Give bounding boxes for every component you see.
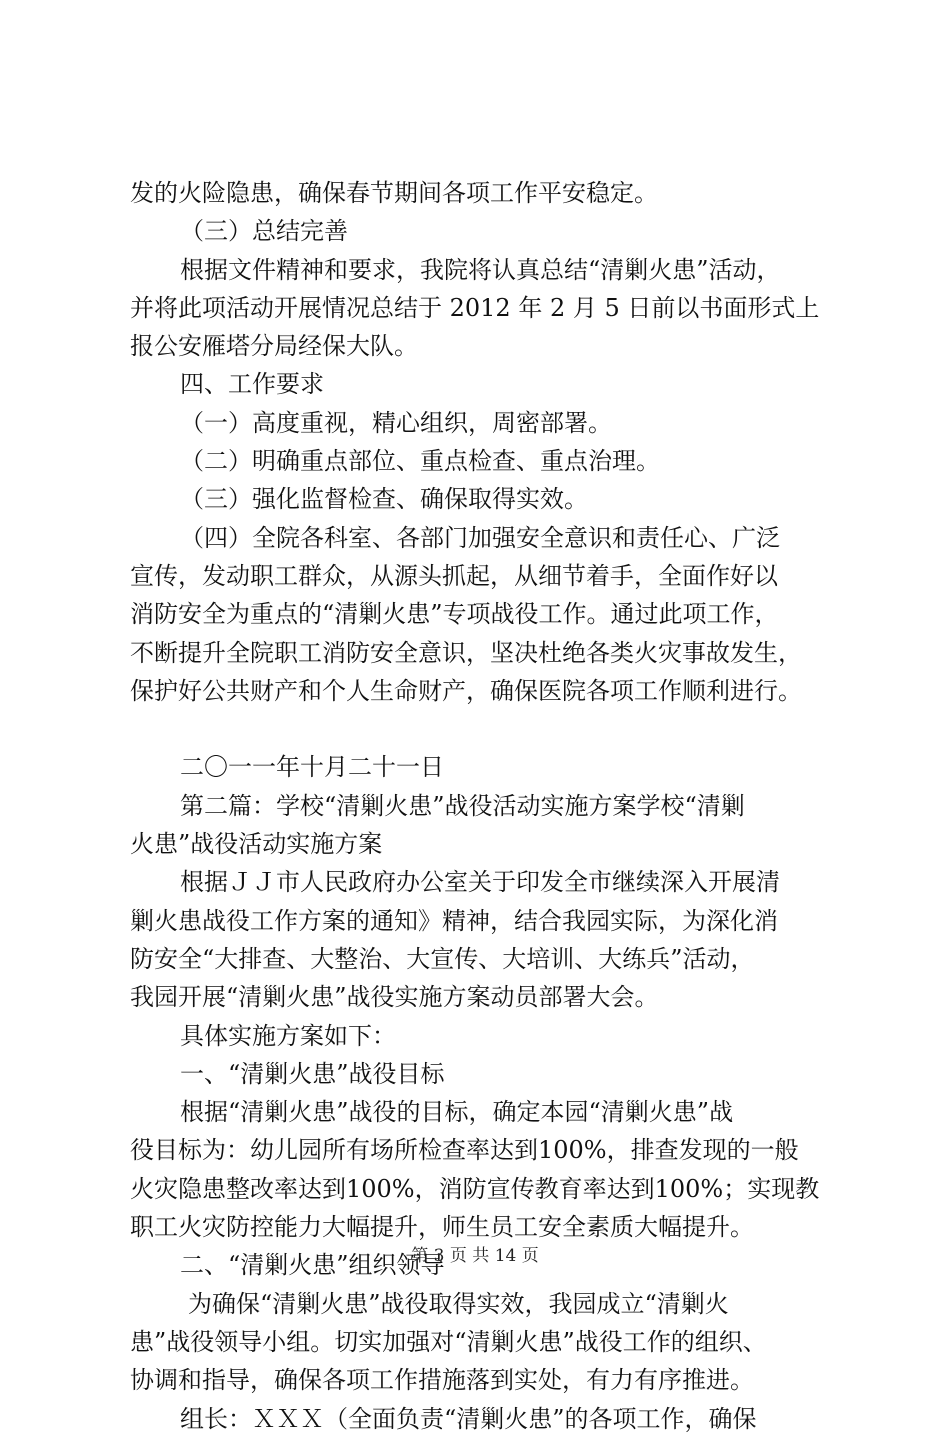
text-line: 役目标为：幼儿园所有场所检查率达到100%，排查发现的一般 (130, 1136, 799, 1165)
text-line: 剿火患战役工作方案的通知》精神，结合我园实际，为深化消 (130, 906, 778, 935)
chapter-title-continued: 火患”战役活动实施方案 (130, 830, 383, 859)
text-line: 并将此项活动开展情况总结于 2012 年 2 月 5 日前以书面形式上 (130, 293, 820, 322)
text-line: 根据ＪＪ市人民政府办公室关于印发全市继续深入开展清 (180, 868, 780, 897)
text-line: 保护好公共财产和个人生命财产，确保医院各项工作顺利进行。 (130, 676, 802, 705)
list-item: （三）强化监督检查、确保取得实效。 (180, 485, 588, 514)
text-line: 消防安全为重点的“清剿火患”专项战役工作。通过此项工作， (130, 600, 779, 629)
text-line: 组长：ＸＸＸ（全面负责“清剿火患”的各项工作，确保 (180, 1404, 757, 1433)
text-line: 发的火险隐患，确保春节期间各项工作平安稳定。 (130, 179, 658, 207)
text-line: 患”战役领导小组。切实加强对“清剿火患”战役工作的组织、 (130, 1327, 767, 1356)
text-line: 为确保“清剿火患”战役取得实效，我园成立“清剿火 (188, 1289, 729, 1318)
text-line: 不断提升全院职工消防安全意识，坚决杜绝各类火灾事故发生， (130, 638, 802, 667)
date-line: 二〇一一年十月二十一日 (180, 753, 444, 782)
text-line: 防安全“大排查、大整治、大宣传、大培训、大练兵”活动， (130, 944, 755, 973)
paragraph-gap (130, 710, 840, 748)
list-item: （四）全院各科室、各部门加强安全意识和责任心、广泛 (180, 523, 780, 552)
chapter-title: 第二篇：学校“清剿火患”战役活动实施方案学校“清剿 (180, 791, 745, 820)
text-line: 报公安雁塔分局经保大队。 (130, 332, 418, 361)
section-heading: 一、“清剿火患”战役目标 (180, 1059, 445, 1088)
text-line: 根据文件精神和要求，我院将认真总结“清剿火患”活动， (180, 255, 781, 284)
page-number: 第 3 页 共 14 页 (411, 1246, 539, 1266)
text-line: 具体实施方案如下： (180, 1021, 396, 1050)
section-heading: 四、工作要求 (180, 370, 324, 399)
section-heading: 二、“清剿火患”组织领导 (180, 1251, 445, 1280)
text-line: 协调和指导，确保各项工作措施落到实处，有力有序推进。 (130, 1366, 754, 1395)
list-item: （一）高度重视，精心组织，周密部署。 (180, 408, 612, 437)
text-line: 我园开展“清剿火患”战役实施方案动员部署大会。 (130, 983, 659, 1012)
text-line: 宣传，发动职工群众，从源头抓起，从细节着手，全面作好以 (130, 561, 778, 590)
text-line: 火灾隐患整改率达到100%，消防宣传教育率达到100%；实现教 (130, 1174, 820, 1203)
list-item: （二）明确重点部位、重点检查、重点治理。 (180, 447, 660, 476)
section-heading: （三）总结完善 (180, 217, 348, 246)
text-line: 职工火灾防控能力大幅提升，师生员工安全素质大幅提升。 (130, 1213, 754, 1242)
text-line: 根据“清剿火患”战役的目标，确定本园“清剿火患”战 (180, 1098, 734, 1127)
